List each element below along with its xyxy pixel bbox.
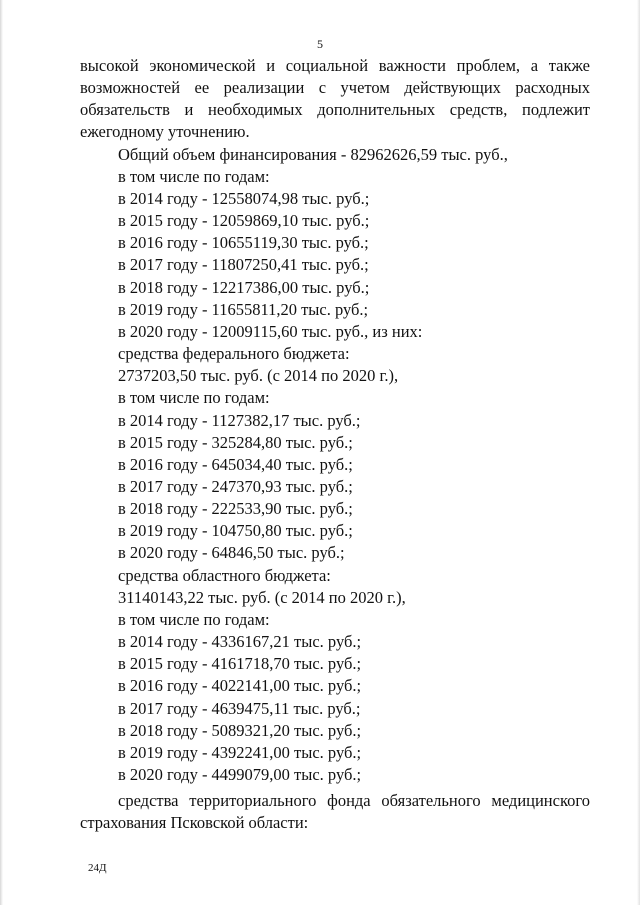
total-by-years-label: в том числе по годам: [118,166,270,186]
page-number: 5 [317,37,323,51]
total-year-item: в 2017 году - 11807250,41 тыс. руб.; [118,255,369,275]
regional-year-item: в 2018 году - 5089321,20 тыс. руб.; [118,720,362,740]
federal-year-item: в 2019 году - 104750,80 тыс. руб.; [118,521,353,541]
oms-paragraph [80,790,590,834]
regional-year-item: в 2015 году - 4161718,70 тыс. руб.; [118,654,362,674]
federal-year-item: в 2020 году - 64846,50 тыс. руб.; [118,543,345,563]
scan-edge-left [0,0,3,905]
federal-year-item: в 2016 году - 645034,40 тыс. руб.; [118,454,353,474]
intro-paragraph [80,55,590,144]
federal-year-item: в 2014 году - 1127382,17 тыс. руб.; [118,410,361,430]
oms-line-last: страхования Псковской области: [80,813,309,833]
federal-budget-label: средства федерального бюджета: [118,344,350,364]
total-year-item: в 2020 году - 12009115,60 тыс. руб., из них: [118,321,423,341]
total-financing-line: Общий объем финансирования - 82962626,59 тыс. руб., [118,144,508,164]
intro-line: возможностей ее реализации с учетом действующих расходных [80,78,590,98]
total-year-item: в 2016 году - 10655119,30 тыс. руб.; [118,233,369,253]
intro-line: обязательств и необходимых дополнительных средств, подлежит [80,100,590,120]
regional-budget-total: 31140143,22 тыс. руб. (с 2014 по 2020 г.), [118,587,406,607]
federal-year-item: в 2017 году - 247370,93 тыс. руб.; [118,476,353,496]
regional-year-item: в 2016 году - 4022141,00 тыс. руб.; [118,676,362,696]
regional-budget-label: средства областного бюджета: [118,565,331,585]
total-year-item: в 2018 году - 12217386,00 тыс. руб.; [118,277,370,297]
regional-year-item: в 2014 году - 4336167,21 тыс. руб.; [118,632,362,652]
intro-line-last: ежегодному уточнению. [80,122,250,142]
federal-budget-total: 2737203,50 тыс. руб. (с 2014 по 2020 г.), [118,366,399,386]
document-body [80,55,590,834]
regional-year-item: в 2020 году - 4499079,00 тыс. руб.; [118,765,362,784]
federal-year-item: в 2015 году - 325284,80 тыс. руб.; [118,432,353,452]
oms-line: средства территориального фонда обязательного медицинского [118,791,590,811]
regional-year-item: в 2019 году - 4392241,00 тыс. руб.; [118,742,362,762]
regional-year-item: в 2017 году - 4639475,11 тыс. руб.; [118,698,361,718]
intro-line: высокой экономической и социальной важности проблем, а также [80,56,590,75]
federal-year-item: в 2018 году - 222533,90 тыс. руб.; [118,499,353,519]
footer-code: 24Д [88,862,107,874]
total-year-item: в 2019 году - 11655811,20 тыс. руб.; [118,299,369,319]
total-year-item: в 2014 году - 12558074,98 тыс. руб.; [118,188,370,208]
federal-by-years-label: в том числе по годам: [118,388,270,408]
total-year-item: в 2015 году - 12059869,10 тыс. руб.; [118,211,370,231]
regional-by-years-label: в том числе по годам: [118,609,270,629]
